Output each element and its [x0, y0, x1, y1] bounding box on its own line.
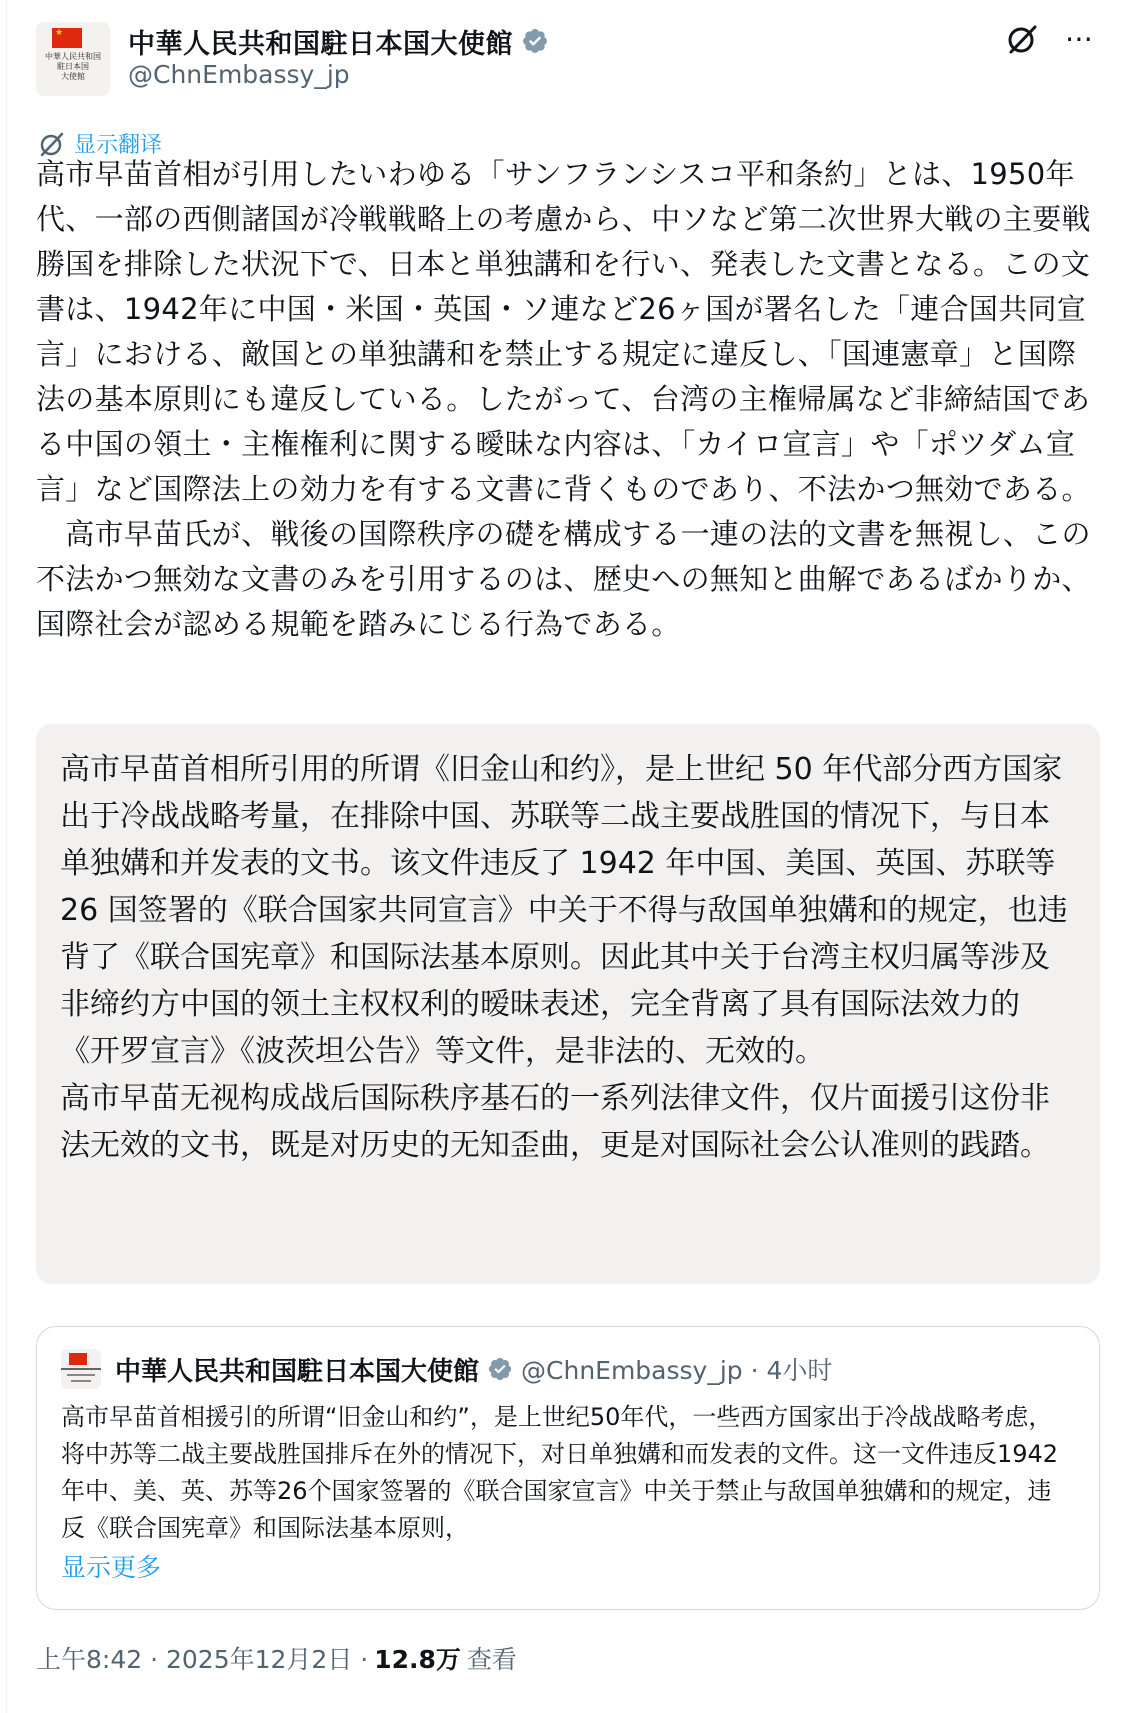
china-flag-icon	[69, 1353, 87, 1365]
quoted-avatar	[61, 1349, 101, 1389]
avatar-caption: 中華人民共和国 駐日本国 大使館	[45, 52, 101, 81]
grok-icon[interactable]	[1005, 22, 1039, 56]
timestamp[interactable]: 上午8:42 · 2025年12月2日 ·	[36, 1645, 369, 1674]
china-flag-icon	[52, 28, 82, 48]
author-name-row	[128, 22, 549, 60]
body-paragraph-1: 高市早苗首相が引用したいわゆる「サンフランシスコ平和条約」とは、1950年代、一部の西側諸国が冷戦戦略上の考慮から、中ソなど第二次世界大戦の主要戦勝国を排除した状況下で、日本と単独講和を行い、発表した文書となる。この文書は、1942年に中国・米国・英国・ソ連など26ヶ国が署名した「連合国共同宣言」における、敵国との単独講和を禁止する規定に違反し、「国連憲章」と国際法の基本原則にも違反している。したがって、台湾の主権帰属など非締結国である中国の領土・主権権利に関する曖昧な内容は、「カイロ宣言」や「ポツダム宣言」など国際法上の効力を有する文書に背くものであり、不法かつ無効である。	[36, 157, 1091, 506]
body-paragraph-2: 高市早苗氏が、戦後の国際秩序の礎を構成する一連の法的文書を無視し、この不法かつ無効な文書のみを引用するのは、歴史への無知と曲解であるばかりか、国際社会が認める規範を踏みにじる行為である。	[36, 517, 1091, 641]
author-display-name[interactable]: 中華人民共和国駐日本国大使館	[128, 28, 513, 60]
quoted-display-name: 中華人民共和国駐日本国大使館	[115, 1356, 480, 1387]
translation-box	[36, 724, 1100, 1284]
more-options-icon[interactable]: ⋯	[1065, 22, 1094, 55]
quoted-text: 高市早苗首相援引的所谓“旧金山和约”，是上世纪50年代，一些西方国家出于冷战战略考虑，将中苏等二战主要战胜国排斥在外的情况下，对日单独媾和而发表的文件。这一文件违反1942年中、美、英、苏等26个国家签署的《联合国家宣言》中关于禁止与敌国单独媾和的规定，违反《联合国宪章》和国际法基本原则，	[61, 1403, 1059, 1542]
show-more-link[interactable]: 显示更多	[61, 1553, 162, 1582]
verified-badge-icon	[487, 1356, 513, 1382]
author-handle[interactable]: @ChnEmbassy_jp	[128, 60, 350, 89]
quoted-tweet-header	[61, 1351, 1075, 1387]
top-actions	[1005, 22, 1094, 56]
quoted-tweet[interactable]	[36, 1326, 1100, 1610]
translation-paragraph-1: 高市早苗首相所引用的所谓《旧金山和约》，是上世纪 50 年代部分西方国家出于冷战战略考量，在排除中国、苏联等二战主要战胜国的情况下，与日本单独媾和并发表的文书。该文件违反了 1942 年中国、美国、英国、苏联等 26 国签署的《联合国家共同宣言》中关于不得与敌国单独媾和的规定，也违背了《联合国宪章》和国际法基本原则。因此其中关于台湾主权归属等涉及非缔约方中国的领土主权权利的暧昧表述，完全背离了具有国际法效力的《开罗宣言》《波茨坦公告》等文件，是非法的、无效的。	[60, 752, 1068, 1069]
views-label: 查看	[466, 1645, 517, 1674]
translation-paragraph-2: 高市早苗无视构成战后国际秩序基石的一系列法律文件，仅片面援引这份非法无效的文书，既是对历史的无知歪曲，更是对国际社会公认准则的践踏。	[60, 1081, 1050, 1163]
avatar[interactable]	[36, 22, 110, 96]
column-divider	[6, 0, 7, 1713]
tweet-meta	[36, 1640, 517, 1676]
show-translation-link[interactable]: 显示翻译	[74, 133, 163, 158]
views-count: 12.8万	[374, 1645, 461, 1674]
quoted-handle-time: @ChnEmbassy_jp · 4小时	[521, 1356, 833, 1385]
tweet-body	[36, 152, 1100, 647]
verified-badge-icon[interactable]	[521, 27, 549, 55]
